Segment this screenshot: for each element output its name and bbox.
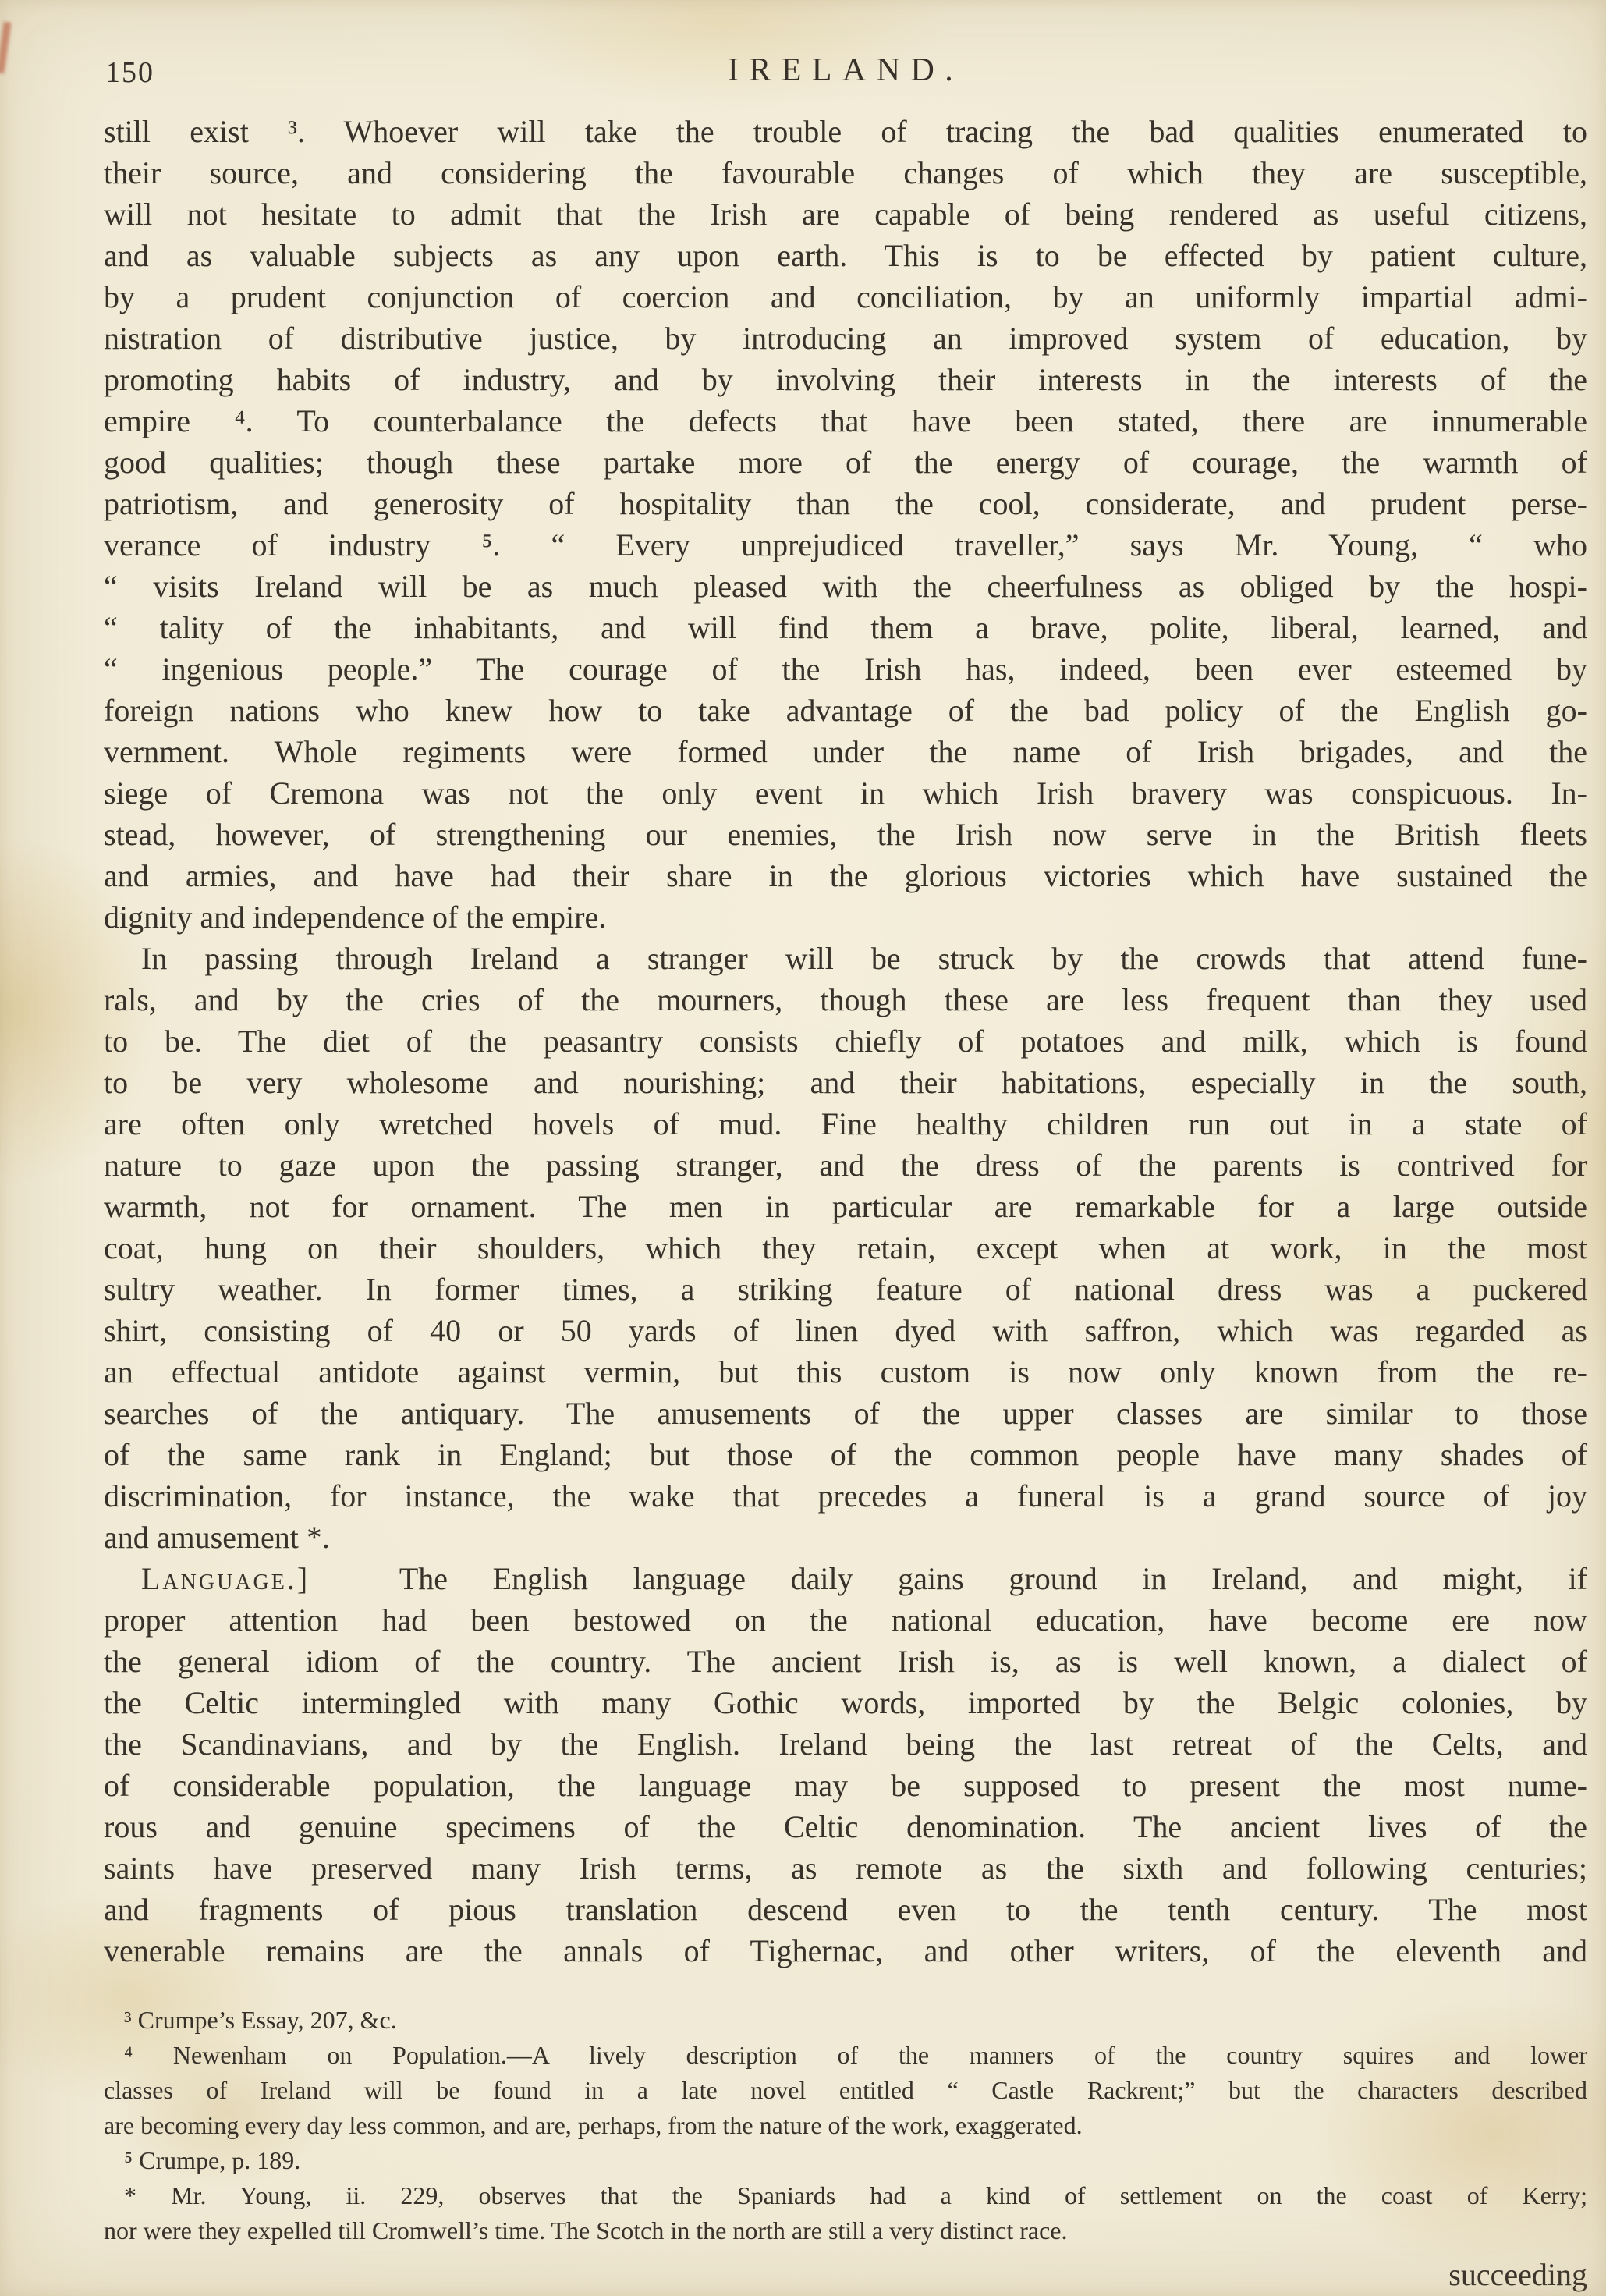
text-line: and amusement *.: [104, 1520, 330, 1555]
text-line: proper attention had been bestowed on the national education, have become ere now: [104, 1602, 1587, 1638]
text-line: to be very wholesome and nourishing; and their habitations, especially in the south,: [104, 1065, 1587, 1100]
text-line: of the same rank in England; but those of the common people have many shades of: [104, 1437, 1587, 1472]
text-line: their source, and considering the favourable changes of which they are susceptible,: [104, 155, 1587, 190]
text-line: ⁴ Newenham on Population.—A lively description of the manners of the country squires and lower: [124, 2041, 1587, 2069]
text-line: searches of the antiquary. The amusements of the upper classes are similar to those: [104, 1396, 1587, 1431]
text-line: coat, hung on their shoulders, which they retain, except when at work, in the most: [104, 1230, 1587, 1265]
text-line: “ visits Ireland will be as much pleased with the cheerfulness as obliged by the hospi-: [104, 569, 1587, 604]
text-line: nature to gaze upon the passing stranger, and the dress of the parents is contrived for: [104, 1148, 1587, 1183]
text-line: good qualities; though these partake more of the energy of courage, the warmth of: [104, 445, 1587, 480]
text-line: classes of Ireland will be found in a late novel entitled “ Castle Rackrent;” but the characters described: [104, 2076, 1587, 2104]
text-line: siege of Cremona was not the only event in which Irish bravery was conspicuous. In-: [104, 775, 1587, 811]
paragraph-language: [104, 1558, 1587, 1971]
page-number: 150: [105, 56, 154, 89]
text-line: foreign nations who knew how to take advantage of the bad policy of the English go-: [104, 693, 1587, 728]
text-line: “ tality of the inhabitants, and will find them a brave, polite, liberal, learned, and: [104, 610, 1587, 645]
footnote-4: [104, 2038, 1587, 2143]
page-body: [104, 111, 1587, 1971]
text-line: * Mr. Young, ii. 229, observes that the Spaniards had a kind of settlement on the coast of Kerry;: [124, 2181, 1587, 2209]
text-line: saints have preserved many Irish terms, as remote as the sixth and following centuries;: [104, 1851, 1587, 1886]
text-line: verance of industry ⁵. “ Every unprejudiced traveller,” says Mr. Young, “ who: [104, 527, 1587, 562]
text-line: dignity and independence of the empire.: [104, 900, 607, 935]
text-line: venerable remains are the annals of Tighernac, and other writers, of the eleventh and: [104, 1933, 1587, 1968]
running-title: IRELAND.: [727, 52, 964, 88]
text-line: discrimination, for instance, the wake that precedes a funeral is a grand source of joy: [104, 1478, 1587, 1514]
text-line: warmth, not for ornament. The men in particular are remarkable for a large outside: [104, 1189, 1587, 1224]
section-heading: Language.]: [141, 1561, 310, 1596]
text-line: promoting habits of industry, and by involving their interests in the interests of the: [104, 362, 1587, 397]
text-line: Language.] The English language daily gains ground in Ireland, and might, if: [141, 1561, 1587, 1596]
text-line: are often only wretched hovels of mud. Fine healthy children run out in a state of: [104, 1106, 1587, 1141]
text-line: nistration of distributive justice, by introducing an improved system of education, by: [104, 321, 1587, 356]
footnote-3: [104, 2003, 1587, 2038]
text-line: by a prudent conjunction of coercion and conciliation, by an uniformly impartial admi-: [104, 279, 1587, 314]
page-header: [104, 51, 1587, 94]
catchword-row: [104, 2256, 1587, 2293]
text-line: and armies, and have had their share in the glorious victories which have sustained the: [104, 858, 1587, 893]
text-line: In passing through Ireland a stranger will be struck by the crowds that attend fune-: [141, 941, 1587, 976]
text-line: are becoming every day less common, and are, perhaps, from the nature of the work, exaggerated.: [104, 2111, 1083, 2139]
text-line: shirt, consisting of 40 or 50 yards of linen dyed with saffron, which was regarded as: [104, 1313, 1587, 1348]
text-line: sultry weather. In former times, a striking feature of national dress was a puckered: [104, 1272, 1587, 1307]
text-line: and as valuable subjects as any upon earth. This is to be effected by patient culture,: [104, 238, 1587, 273]
text-line: ³ Crumpe’s Essay, 207, &c.: [124, 2006, 397, 2034]
text-line: vernment. Whole regiments were formed under the name of Irish brigades, and the: [104, 734, 1587, 769]
scan-edge-artifact: [0, 22, 12, 74]
paragraph-2: [104, 938, 1587, 1558]
text-line: still exist ³. Whoever will take the trouble of tracing the bad qualities enumerated to: [104, 114, 1587, 149]
text-line: empire ⁴. To counterbalance the defects that have been stated, there are innumerable: [104, 403, 1587, 438]
text-line: rals, and by the cries of the mourners, though these are less frequent than they used: [104, 982, 1587, 1017]
text-line: an effectual antidote against vermin, but this custom is now only known from the re-: [104, 1354, 1587, 1389]
paragraph-1: [104, 111, 1587, 938]
footnote-5: [104, 2143, 1587, 2178]
catchword: succeeding: [1448, 2257, 1587, 2292]
text-line: rous and genuine specimens of the Celtic denomination. The ancient lives of the: [104, 1809, 1587, 1844]
text-line: the Celtic intermingled with many Gothic words, imported by the Belgic colonies, by: [104, 1685, 1587, 1720]
text-line: patriotism, and generosity of hospitality than the cool, considerate, and prudent perse-: [104, 486, 1587, 521]
text-line: will not hesitate to admit that the Irish are capable of being rendered as useful citizens,: [104, 197, 1587, 232]
text-line: ⁵ Crumpe, p. 189.: [124, 2146, 301, 2174]
footnotes-section: [104, 2003, 1587, 2248]
text-line: the general idiom of the country. The ancient Irish is, as is well known, a dialect of: [104, 1644, 1587, 1679]
text-line: nor were they expelled till Cromwell’s time. The Scotch in the north are still a very distinct race.: [104, 2216, 1068, 2245]
text-line: stead, however, of strengthening our enemies, the Irish now serve in the British fleets: [104, 817, 1587, 852]
text-line: the Scandinavians, and by the English. Ireland being the last retreat of the Celts, and: [104, 1726, 1587, 1762]
text-line: “ ingenious people.” The courage of the Irish has, indeed, been ever esteemed by: [104, 651, 1587, 687]
footnote-star: [104, 2178, 1587, 2248]
text-line: and fragments of pious translation descend even to the tenth century. The most: [104, 1892, 1587, 1927]
text-line: of considerable population, the language may be supposed to present the most nume-: [104, 1768, 1587, 1803]
text-line: to be. The diet of the peasantry consists chiefly of potatoes and milk, which is found: [104, 1024, 1587, 1059]
